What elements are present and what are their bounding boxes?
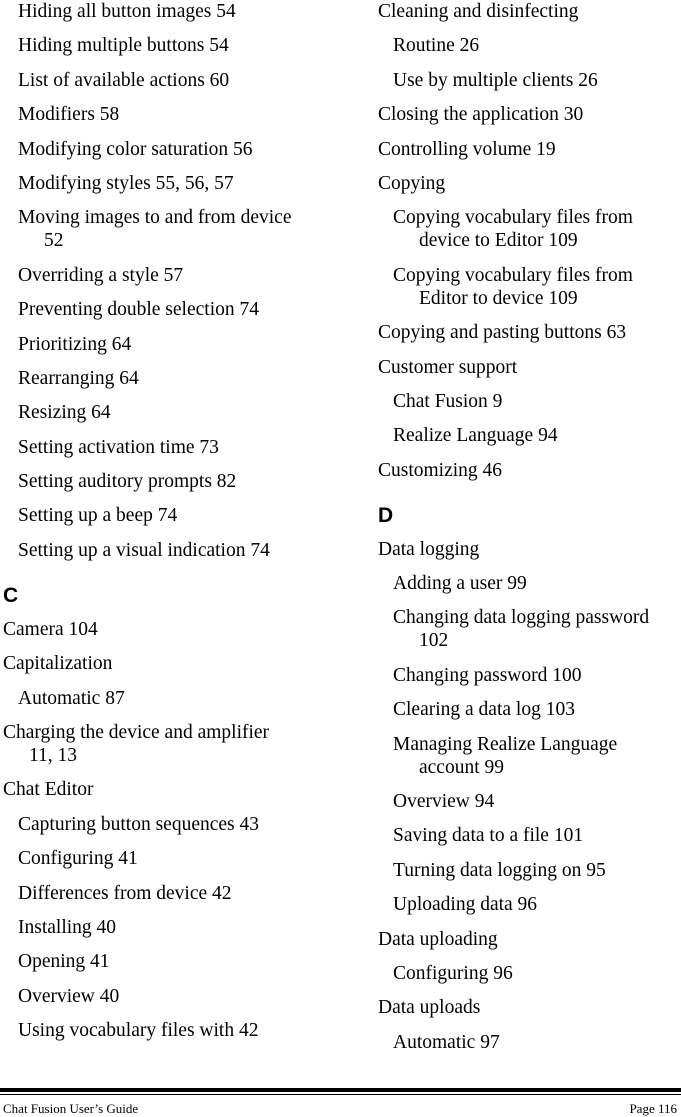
index-entry: Customizing 46 [378,459,503,481]
index-subentry: Clearing a data log 103 [393,699,575,721]
index-subentry: Overview 94 [393,791,495,813]
index-subentry: Resizing 64 [18,402,111,424]
index-subentry: Configuring 41 [18,848,138,870]
footer-rule-thin [0,1094,681,1095]
footer-rule-thick [0,1088,681,1092]
index-entry: Controlling volume 19 [378,138,556,160]
index-entry: Camera 104 [3,618,98,640]
index-subentry: Adding a user 99 [393,573,527,595]
index-column-left [3,0,293,1054]
index-subentry: Chat Fusion 9 [393,390,503,412]
index-subentry: Use by multiple clients 26 [393,69,598,91]
index-subentry: Overriding a style 57 [18,264,184,286]
index-entry: Capitalization [3,653,113,675]
index-subentry: Automatic 97 [393,1031,500,1053]
index-subentry: Setting auditory prompts 82 [18,471,237,493]
index-subentry: Changing password 100 [393,664,582,686]
index-subentry: Opening 41 [18,951,110,973]
index-subentry: Uploading data 96 [393,894,538,916]
index-subentry: Setting activation time 73 [18,436,219,458]
index-subentry: Changing data logging password 102 [393,607,650,652]
index-letter-heading: D [378,503,394,527]
index-subentry: Rearranging 64 [18,367,139,389]
index-subentry: Copying vocabulary files from Editor to device 109 [393,264,633,309]
index-subentry: Saving data to a file 101 [393,825,584,847]
index-subentry: Moving images to and from device 52 [18,207,292,252]
index-subentry: Hiding all button images 54 [18,1,236,22]
index-subentry: Setting up a beep 74 [18,505,178,527]
index-subentry: Automatic 87 [18,687,125,709]
index-entry: Data uploads [378,997,481,1019]
index-entry: Data uploading [378,928,498,950]
index-entry: Chat Editor [3,779,94,801]
index-subentry: Using vocabulary files with 42 [18,1020,259,1042]
index-subentry: Modifying styles 55, 56, 57 [18,172,234,194]
index-subentry: Routine 26 [393,35,480,57]
index-subentry: Modifying color saturation 56 [18,138,253,160]
index-column-right [378,0,678,1065]
index-entry: Charging the device and amplifier 11, 13 [3,722,270,767]
index-subentry: Hiding multiple buttons 54 [18,35,229,57]
index-entry: Data logging [378,538,480,560]
index-subentry: Configuring 96 [393,962,513,984]
index-subentry: Realize Language 94 [393,425,558,447]
index-subentry: Copying vocabulary files from device to Editor 109 [393,207,633,252]
index-entry: Copying and pasting buttons 63 [378,322,627,344]
footer-guide-title: Chat Fusion User’s Guide [3,1101,139,1116]
index-subentry: Preventing double selection 74 [18,299,259,321]
index-subentry: Installing 40 [18,916,117,938]
index-subentry: Prioritizing 64 [18,333,132,355]
index-subentry: Managing Realize Language account 99 [393,733,618,778]
index-subentry: Modifiers 58 [18,104,120,126]
index-subentry: Turning data logging on 95 [393,859,606,881]
index-subentry: Setting up a visual indication 74 [18,539,270,561]
footer-page-number: Page 116 [629,1101,677,1116]
index-entry: Cleaning and disinfecting [378,1,579,22]
index-letter-heading: C [3,583,19,607]
index-subentry: Overview 40 [18,985,120,1007]
index-entry: Customer support [378,356,518,378]
index-subentry: List of available actions 60 [18,69,230,91]
index-subentry: Differences from device 42 [18,882,232,904]
index-entry: Closing the application 30 [378,104,584,126]
index-entry: Copying [378,172,446,194]
index-subentry: Capturing button sequences 43 [18,813,259,835]
